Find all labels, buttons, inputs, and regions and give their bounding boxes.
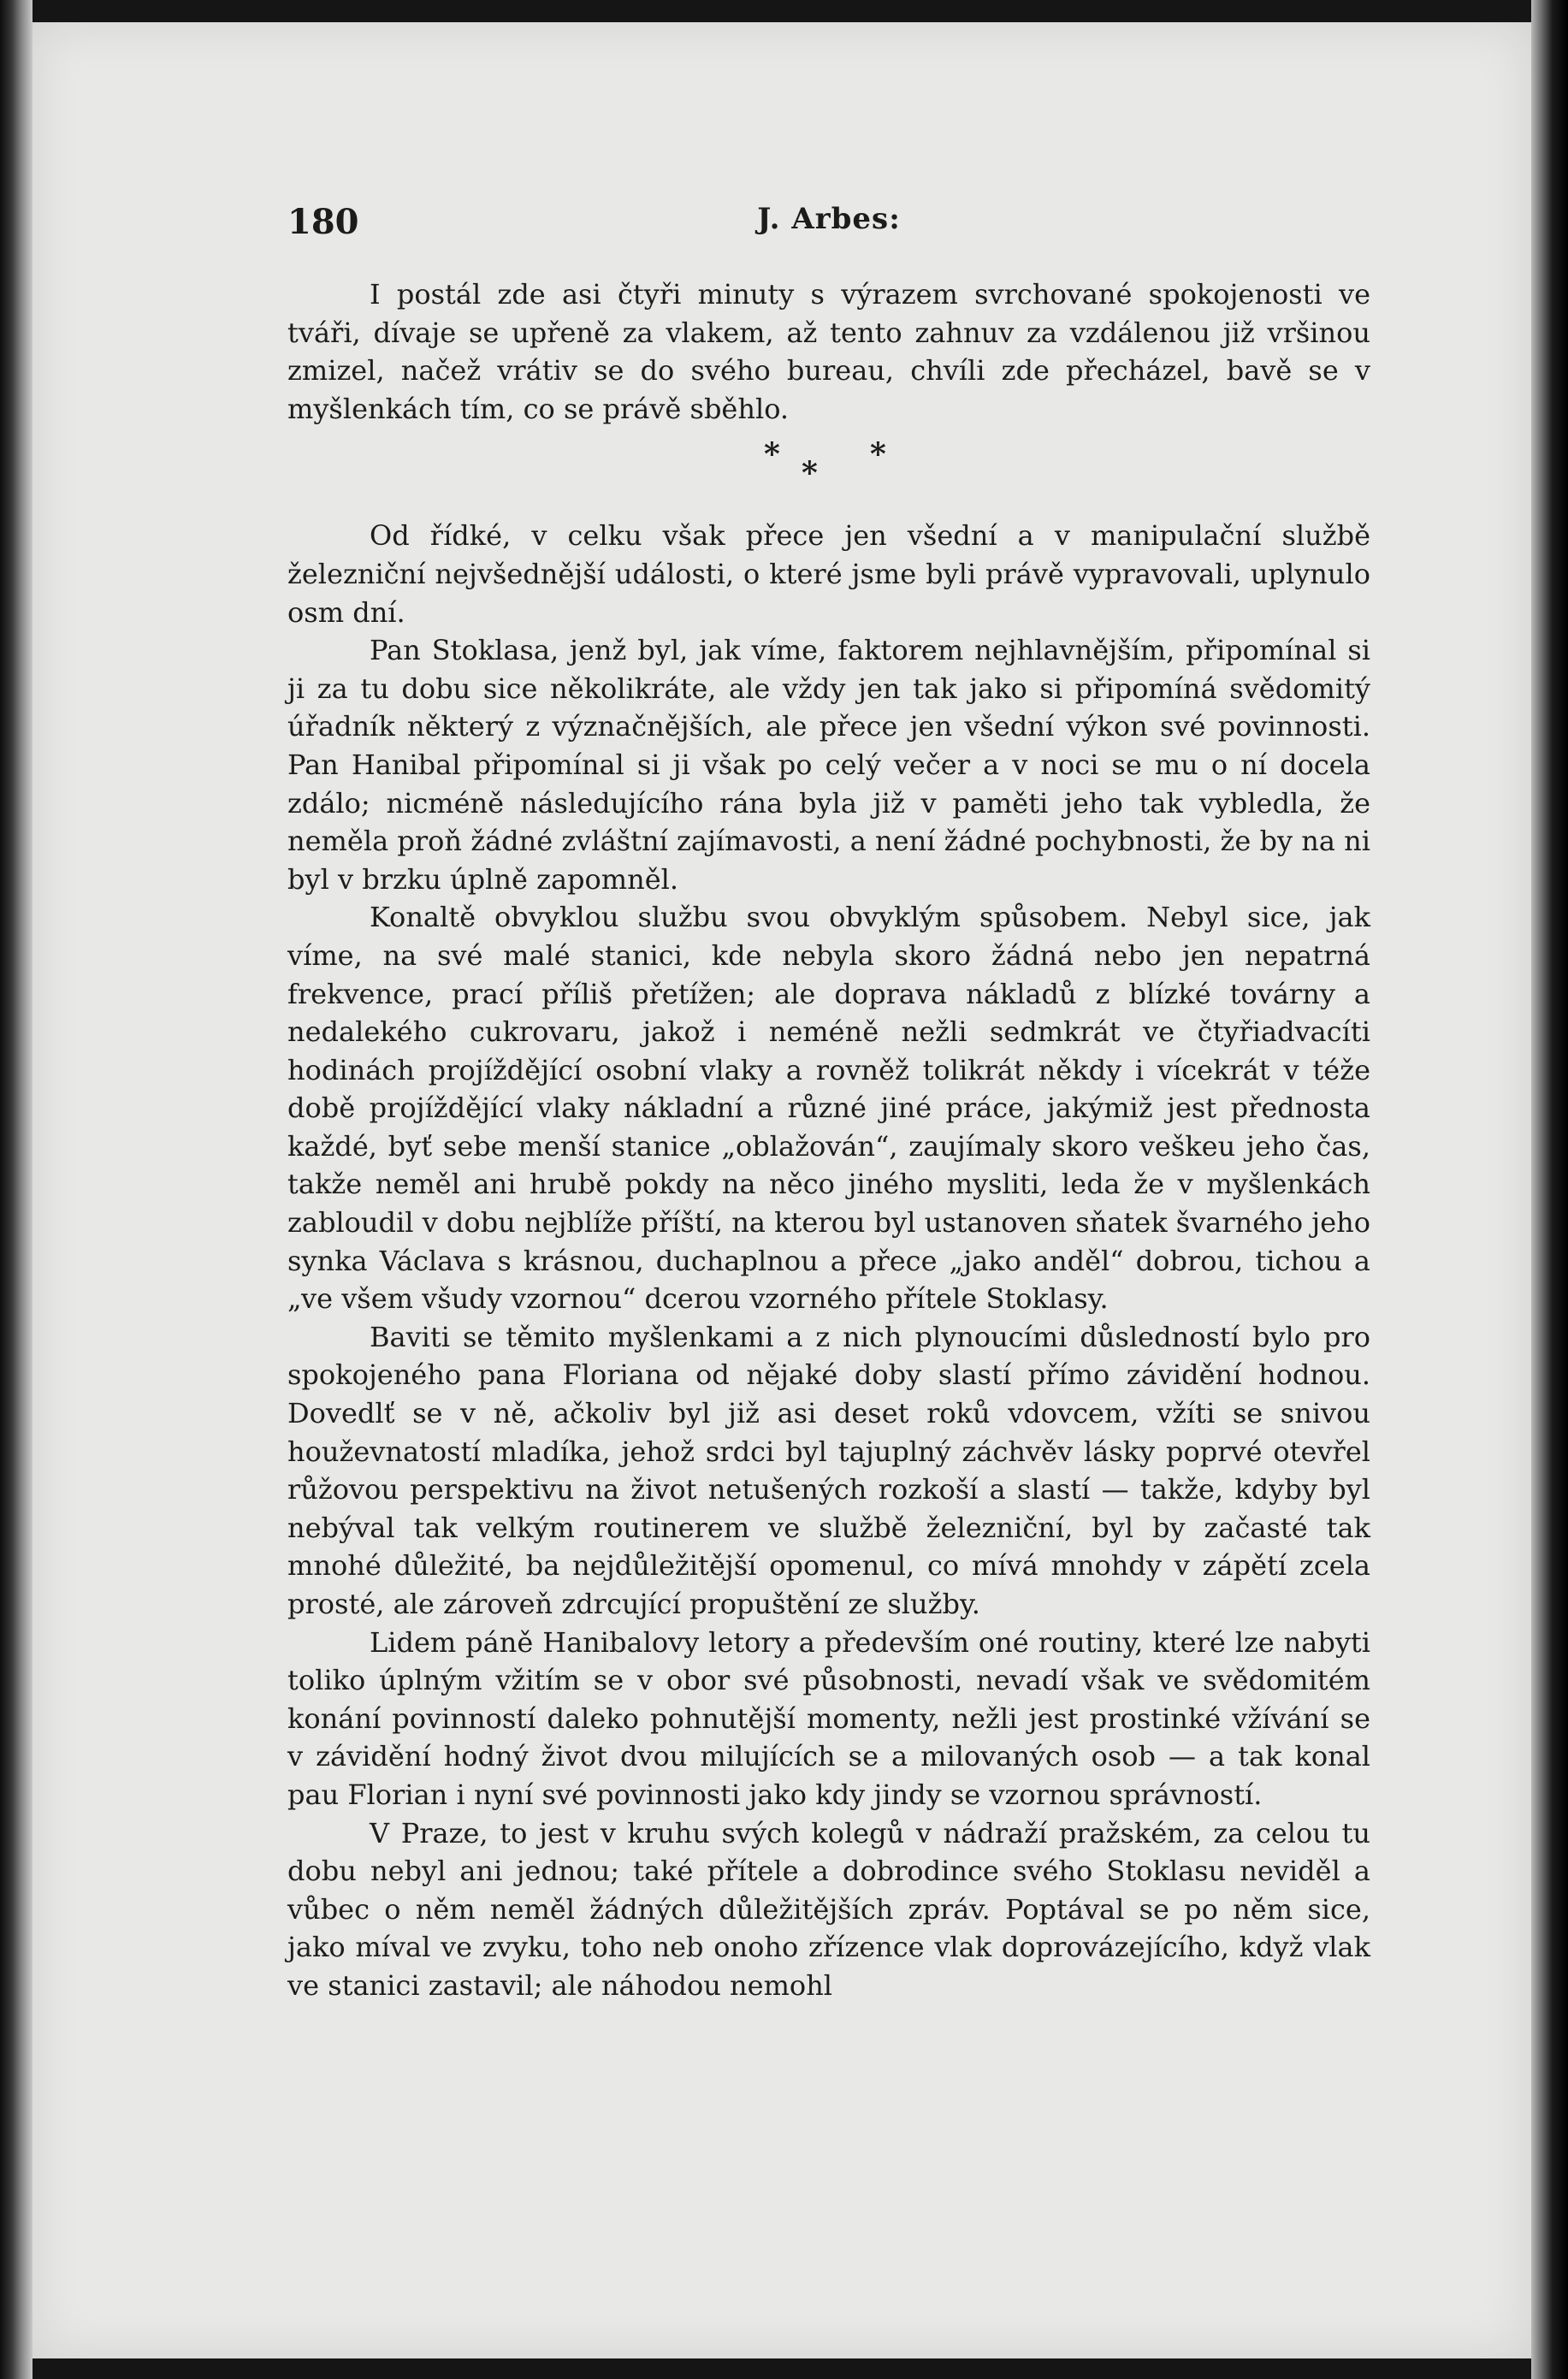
page-edge-shadow <box>1531 0 1568 2379</box>
book-gutter-shadow <box>0 0 33 2379</box>
paragraph: Pan Stoklasa, jenž byl, jak víme, faktorem nejhlavnějším, připomínal si ji za tu dobu sice několikráte, ale vždy jen tak jako si připomíná svědomitý úřadník některý z význačnějších, ale přece jen všední výkon své povinnosti. Pan Hanibal připomínal si ji však po celý večer a v noci se mu o ní docela zdálo; nicméně následujícího rána byla již v paměti jeho tak vybledla, že neměla proň žádné zvláštní zajímavosti, a není žádné pochybnosti, že by na ni byl v brzku úplně zapomněl. <box>287 634 1370 896</box>
paragraph: Baviti se těmito myšlenkami a z nich plynoucími důsledností bylo pro spokojeného pana Floriana od nějaké doby slastí přímo závidění hodnou. Dovedlť se v ně, ačkoliv byl již asi deset roků vdovcem, vžíti se snivou houževnatostí mladíka, jehož srdci byl tajuplný záchvěv lásky poprvé otevřel růžovou perspektivu na život netušených rozkoší a slastí — takže, kdyby byl nebýval tak velkým routinerem ve službě železniční, byl by začasté tak mnohé důležité, ba nejdůležitější opomenul, co mívá mnohdy v zápětí zcela prosté, ale zároveň zdrcující propuštění ze služby. <box>287 1320 1370 1620</box>
asterisk: * <box>870 436 886 473</box>
paragraph: Lidem páně Hanibalovy letory a především oné routiny, které lze nabyti toliko úplným vžitím se v obor své působnosti, nevadí však ve svědomitém konání povinností daleko pohnutější momenty, nežli jest prostinké vžívání se v závidění hodný život dvou milujících se a milovaných osob — a tak konal pau Florian i nyní své povinnosti jako kdy jindy se vzornou správností. <box>287 1625 1370 1811</box>
page-number: 180 <box>287 202 359 242</box>
section-break-asterism <box>287 428 1370 517</box>
paragraph: Od řídké, v celku však přece jen všední a v manipulační službě železniční nejvšednější události, o které jsme byli právě vypravovali, uplynulo osm dní. <box>287 519 1370 629</box>
asterisk: * <box>802 455 818 492</box>
running-title: J. Arbes: <box>757 202 901 236</box>
paragraph: Konaltě obvyklou službu svou obvyklým spůsobem. Nebyl sice, jak víme, na své malé stanici, kde nebyla skoro žádná nebo jen nepatrná frekvence, prací příliš přetížen; ale doprava nákladů z blízké továrny a nedalekého cukrovaru, jakož i neméně nežli sedmkrát ve čtyřiadvacíti hodinách projíždějící osobní vlaky a rovněž tolikrát někdy i vícekrát v téže době projíždějící vlaky nákladní a různé jiné práce, jakýmiž jest přednosta každé, byť sebe menší stanice „oblažován“, zaujímaly skoro veškeu jeho čas, takže neměl ani hrubě pokdy na něco jiného mysliti, leda že v myšlenkách zabloudil v dobu nejblíže příští, na kterou byl ustanoven sňatek švarného jeho synka Václava s krásnou, duchaplnou a přece „jako anděl“ dobrou, tichou a „ve všem všudy vzornou“ dcerou vzorného přítele Stoklasy. <box>287 901 1370 1316</box>
page-text <box>287 202 1370 2005</box>
paragraph: V Praze, to jest v kruhu svých kolegů v nádraží pražském, za celou tu dobu nebyl ani jednou; také přítele a dobrodince svého Stoklasu neviděl a vůbec o něm neměl žádných důležitějších zpráv. Poptával se po něm sice, jako míval ve zvyku, toho neb onoho zřízence vlak doprovázejícího, když vlak ve stanici zastavil; ale náhodou nemohl <box>287 1816 1370 2002</box>
asterisk: * <box>764 436 780 473</box>
paragraph: I postál zde asi čtyři minuty s výrazem svrchované spokojenosti ve tváři, dívaje se upřeně za vlakem, až tento zahnuv za vzdálenou již vršinou zmizel, načež vrátiv se do svého bureau, chvíli zde přecházel, bavě se v myšlenkách tím, co se právě sběhlo. <box>287 278 1370 425</box>
running-head <box>287 202 1370 250</box>
